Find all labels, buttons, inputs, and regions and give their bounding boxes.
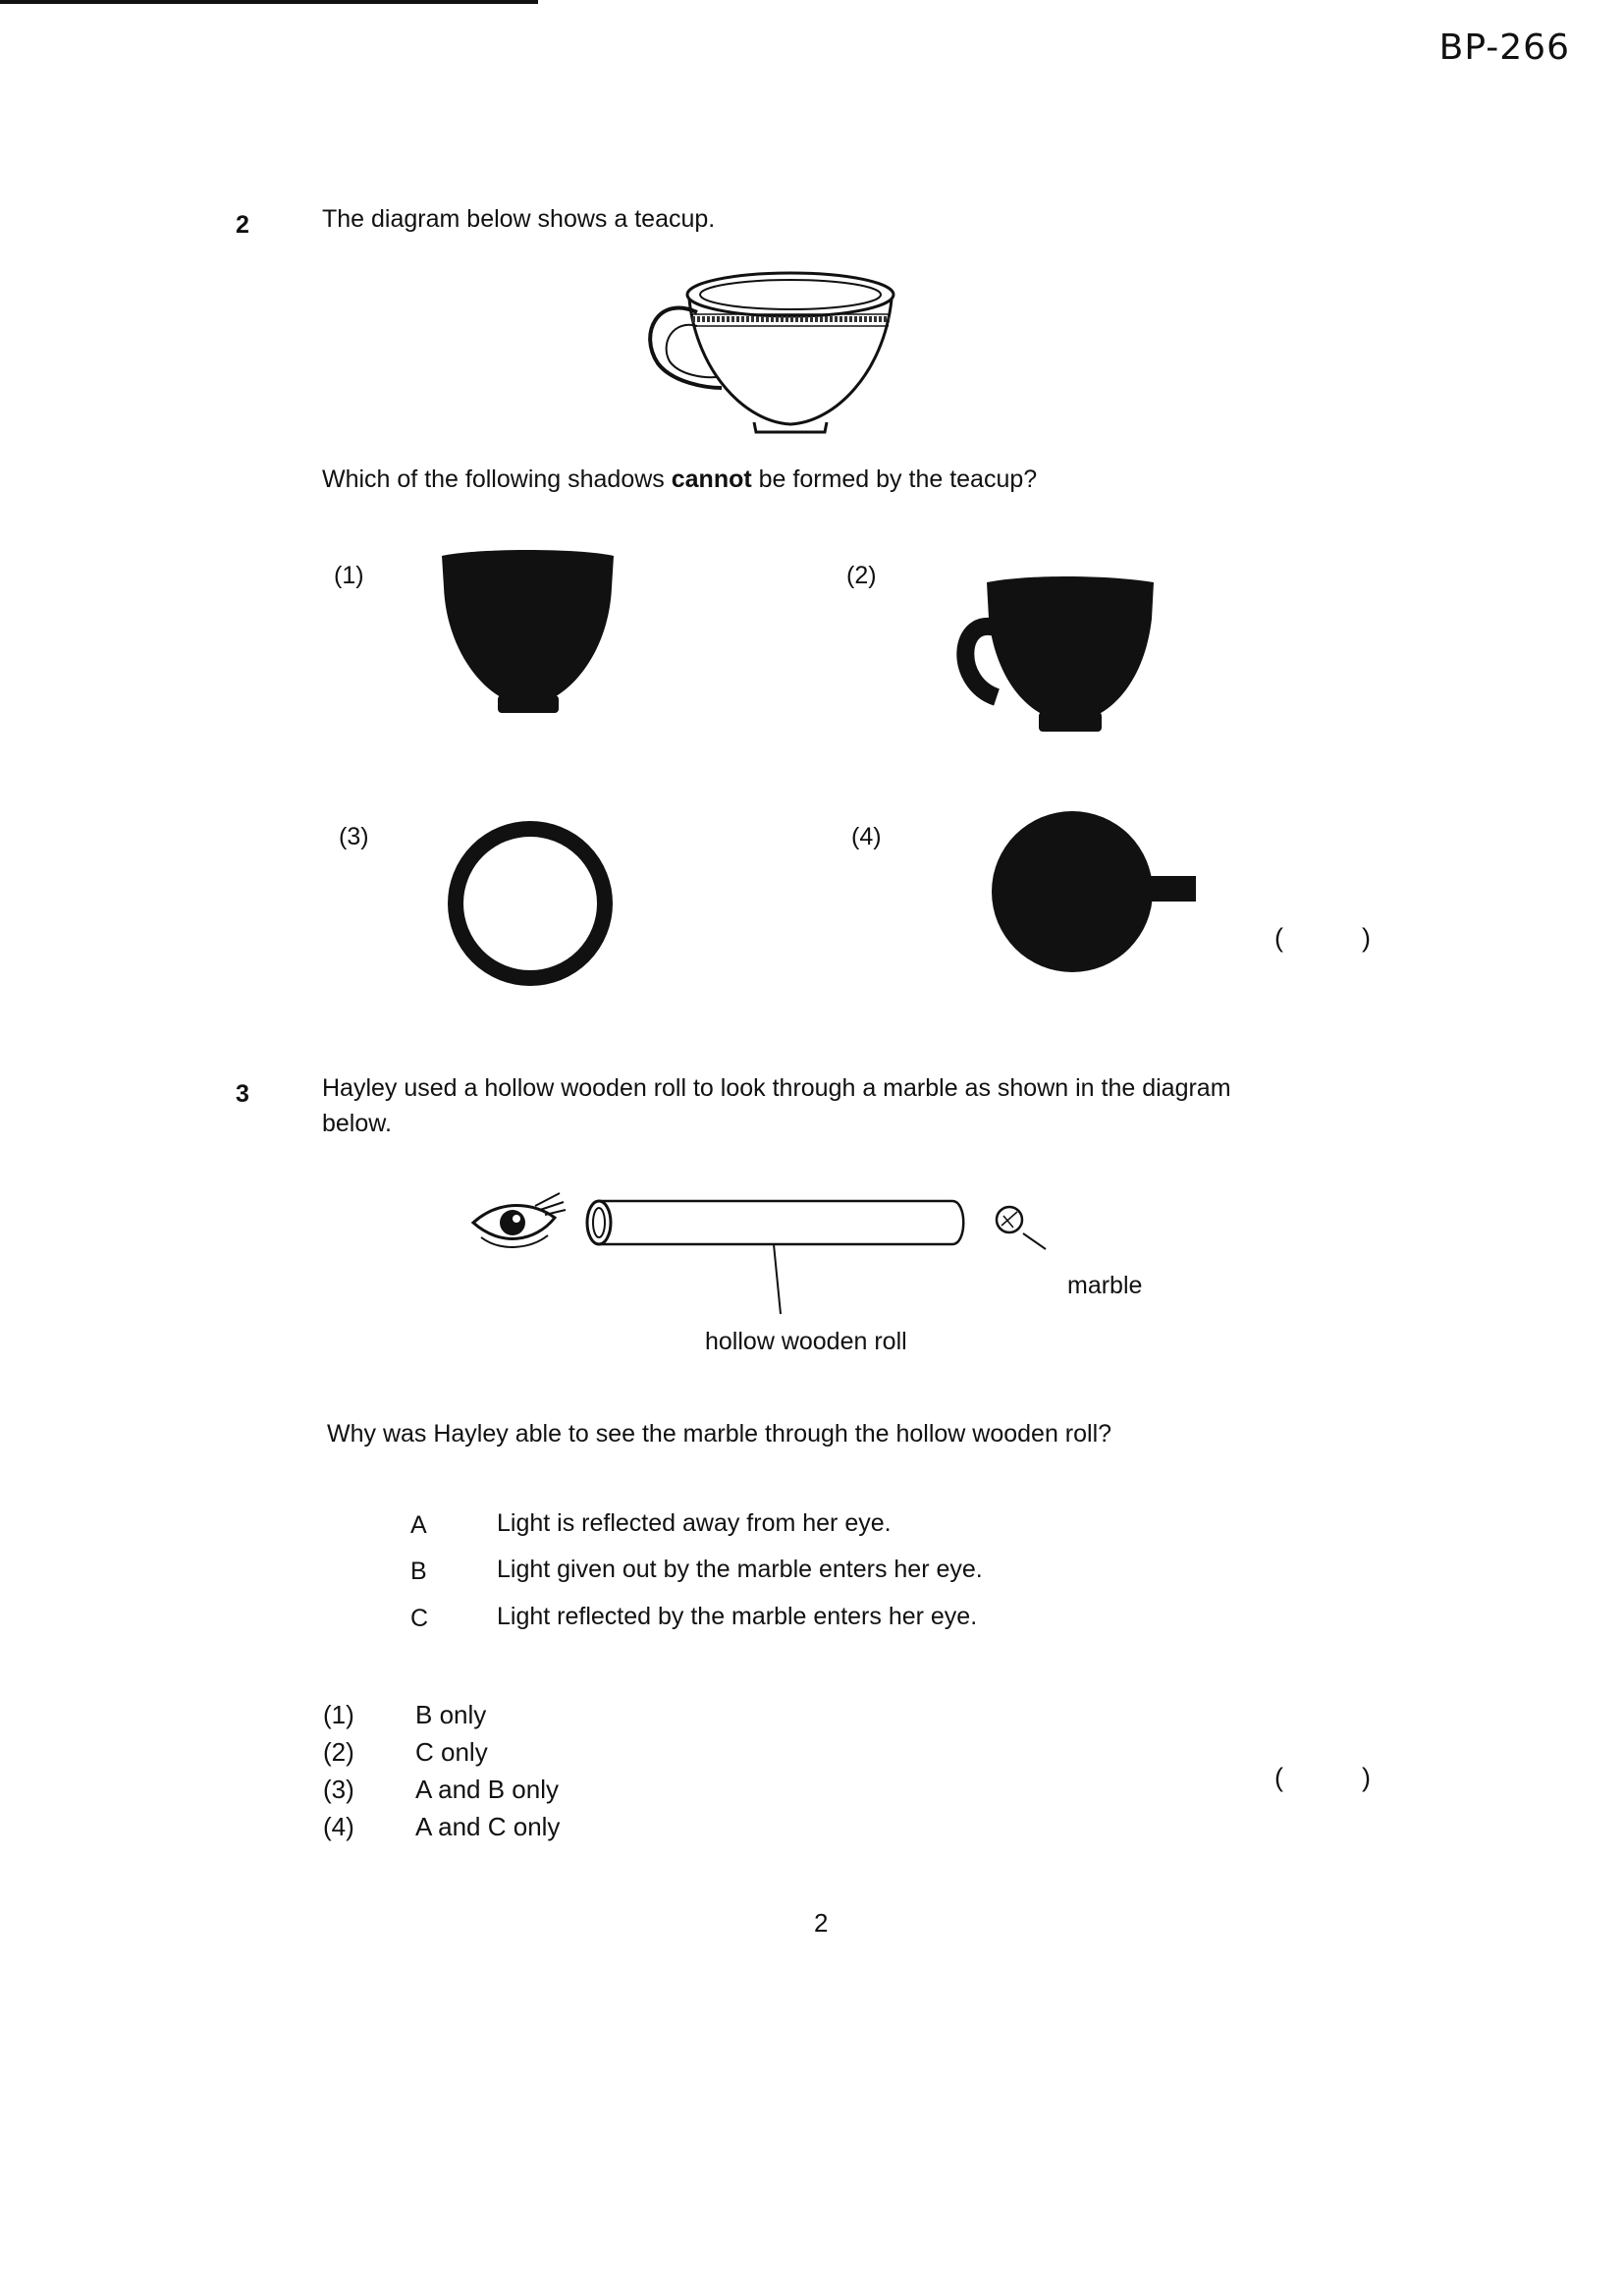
question-2-prompt-part1: Which of the following shadows xyxy=(322,465,672,493)
choice-4-text: A and C only xyxy=(415,1812,561,1841)
question-3-intro-line1: Hayley used a hollow wooden roll to look through a marble as shown in the diagram xyxy=(322,1074,1231,1102)
paper-code: BP-266 xyxy=(1438,27,1570,68)
label-marble: marble xyxy=(1067,1272,1143,1299)
cup-with-handle-shadow-icon xyxy=(957,574,1159,741)
question-2-prompt-emphasis: cannot xyxy=(671,465,752,493)
page-number: 2 xyxy=(814,1908,829,1938)
q2-answer-close: ) xyxy=(1362,923,1371,953)
choice-3-number: (3) xyxy=(323,1775,354,1804)
q2-option-1-label: (1) xyxy=(334,562,364,589)
choice-1-text: B only xyxy=(415,1700,487,1729)
marble-icon xyxy=(997,1207,1022,1232)
top-rule xyxy=(0,0,538,4)
question-2-prompt xyxy=(322,462,1037,497)
q2-answer-bracket[interactable] xyxy=(1274,923,1371,954)
question-2-intro: The diagram below shows a teacup. xyxy=(322,205,716,233)
top-view-shadow-icon xyxy=(992,805,1198,982)
statement-c-letter: C xyxy=(410,1605,429,1632)
choice-4-number: (4) xyxy=(323,1812,354,1841)
choice-2-number: (2) xyxy=(323,1737,354,1767)
statement-b-text: Light given out by the marble enters her eye. xyxy=(497,1556,983,1583)
q2-option-3-label: (3) xyxy=(339,823,369,850)
choice-3-text: A and B only xyxy=(415,1775,559,1804)
q3-answer-close: ) xyxy=(1362,1763,1371,1792)
ring-shadow-icon xyxy=(442,815,619,992)
question-3-intro-line2: below. xyxy=(322,1110,392,1137)
bowl-shadow-icon xyxy=(437,548,619,720)
question-3-prompt: Why was Hayley able to see the marble through the hollow wooden roll? xyxy=(327,1420,1112,1448)
teacup-illustration xyxy=(638,265,903,442)
q2-answer-open: ( xyxy=(1274,923,1283,953)
question-2-number: 2 xyxy=(236,211,249,239)
statement-a-text: Light is reflected away from her eye. xyxy=(497,1509,892,1537)
q3-answer-open: ( xyxy=(1274,1763,1283,1792)
question-2-prompt-part2: be formed by the teacup? xyxy=(751,465,1038,493)
statement-c-text: Light reflected by the marble enters her eye. xyxy=(497,1603,978,1630)
q2-option-4-label: (4) xyxy=(851,823,882,850)
hollow-wooden-roll xyxy=(587,1201,963,1244)
q3-answer-bracket[interactable] xyxy=(1274,1763,1371,1793)
choice-2-text: C only xyxy=(415,1737,488,1767)
question-3-number: 3 xyxy=(236,1080,249,1108)
statement-b-letter: B xyxy=(410,1558,427,1585)
marble-experiment-diagram xyxy=(461,1188,1070,1345)
eye-icon xyxy=(473,1193,566,1247)
label-hollow-wooden-roll: hollow wooden roll xyxy=(705,1328,907,1355)
q2-option-2-label: (2) xyxy=(846,562,877,589)
choice-1-number: (1) xyxy=(323,1700,354,1729)
statement-a-letter: A xyxy=(410,1511,427,1539)
